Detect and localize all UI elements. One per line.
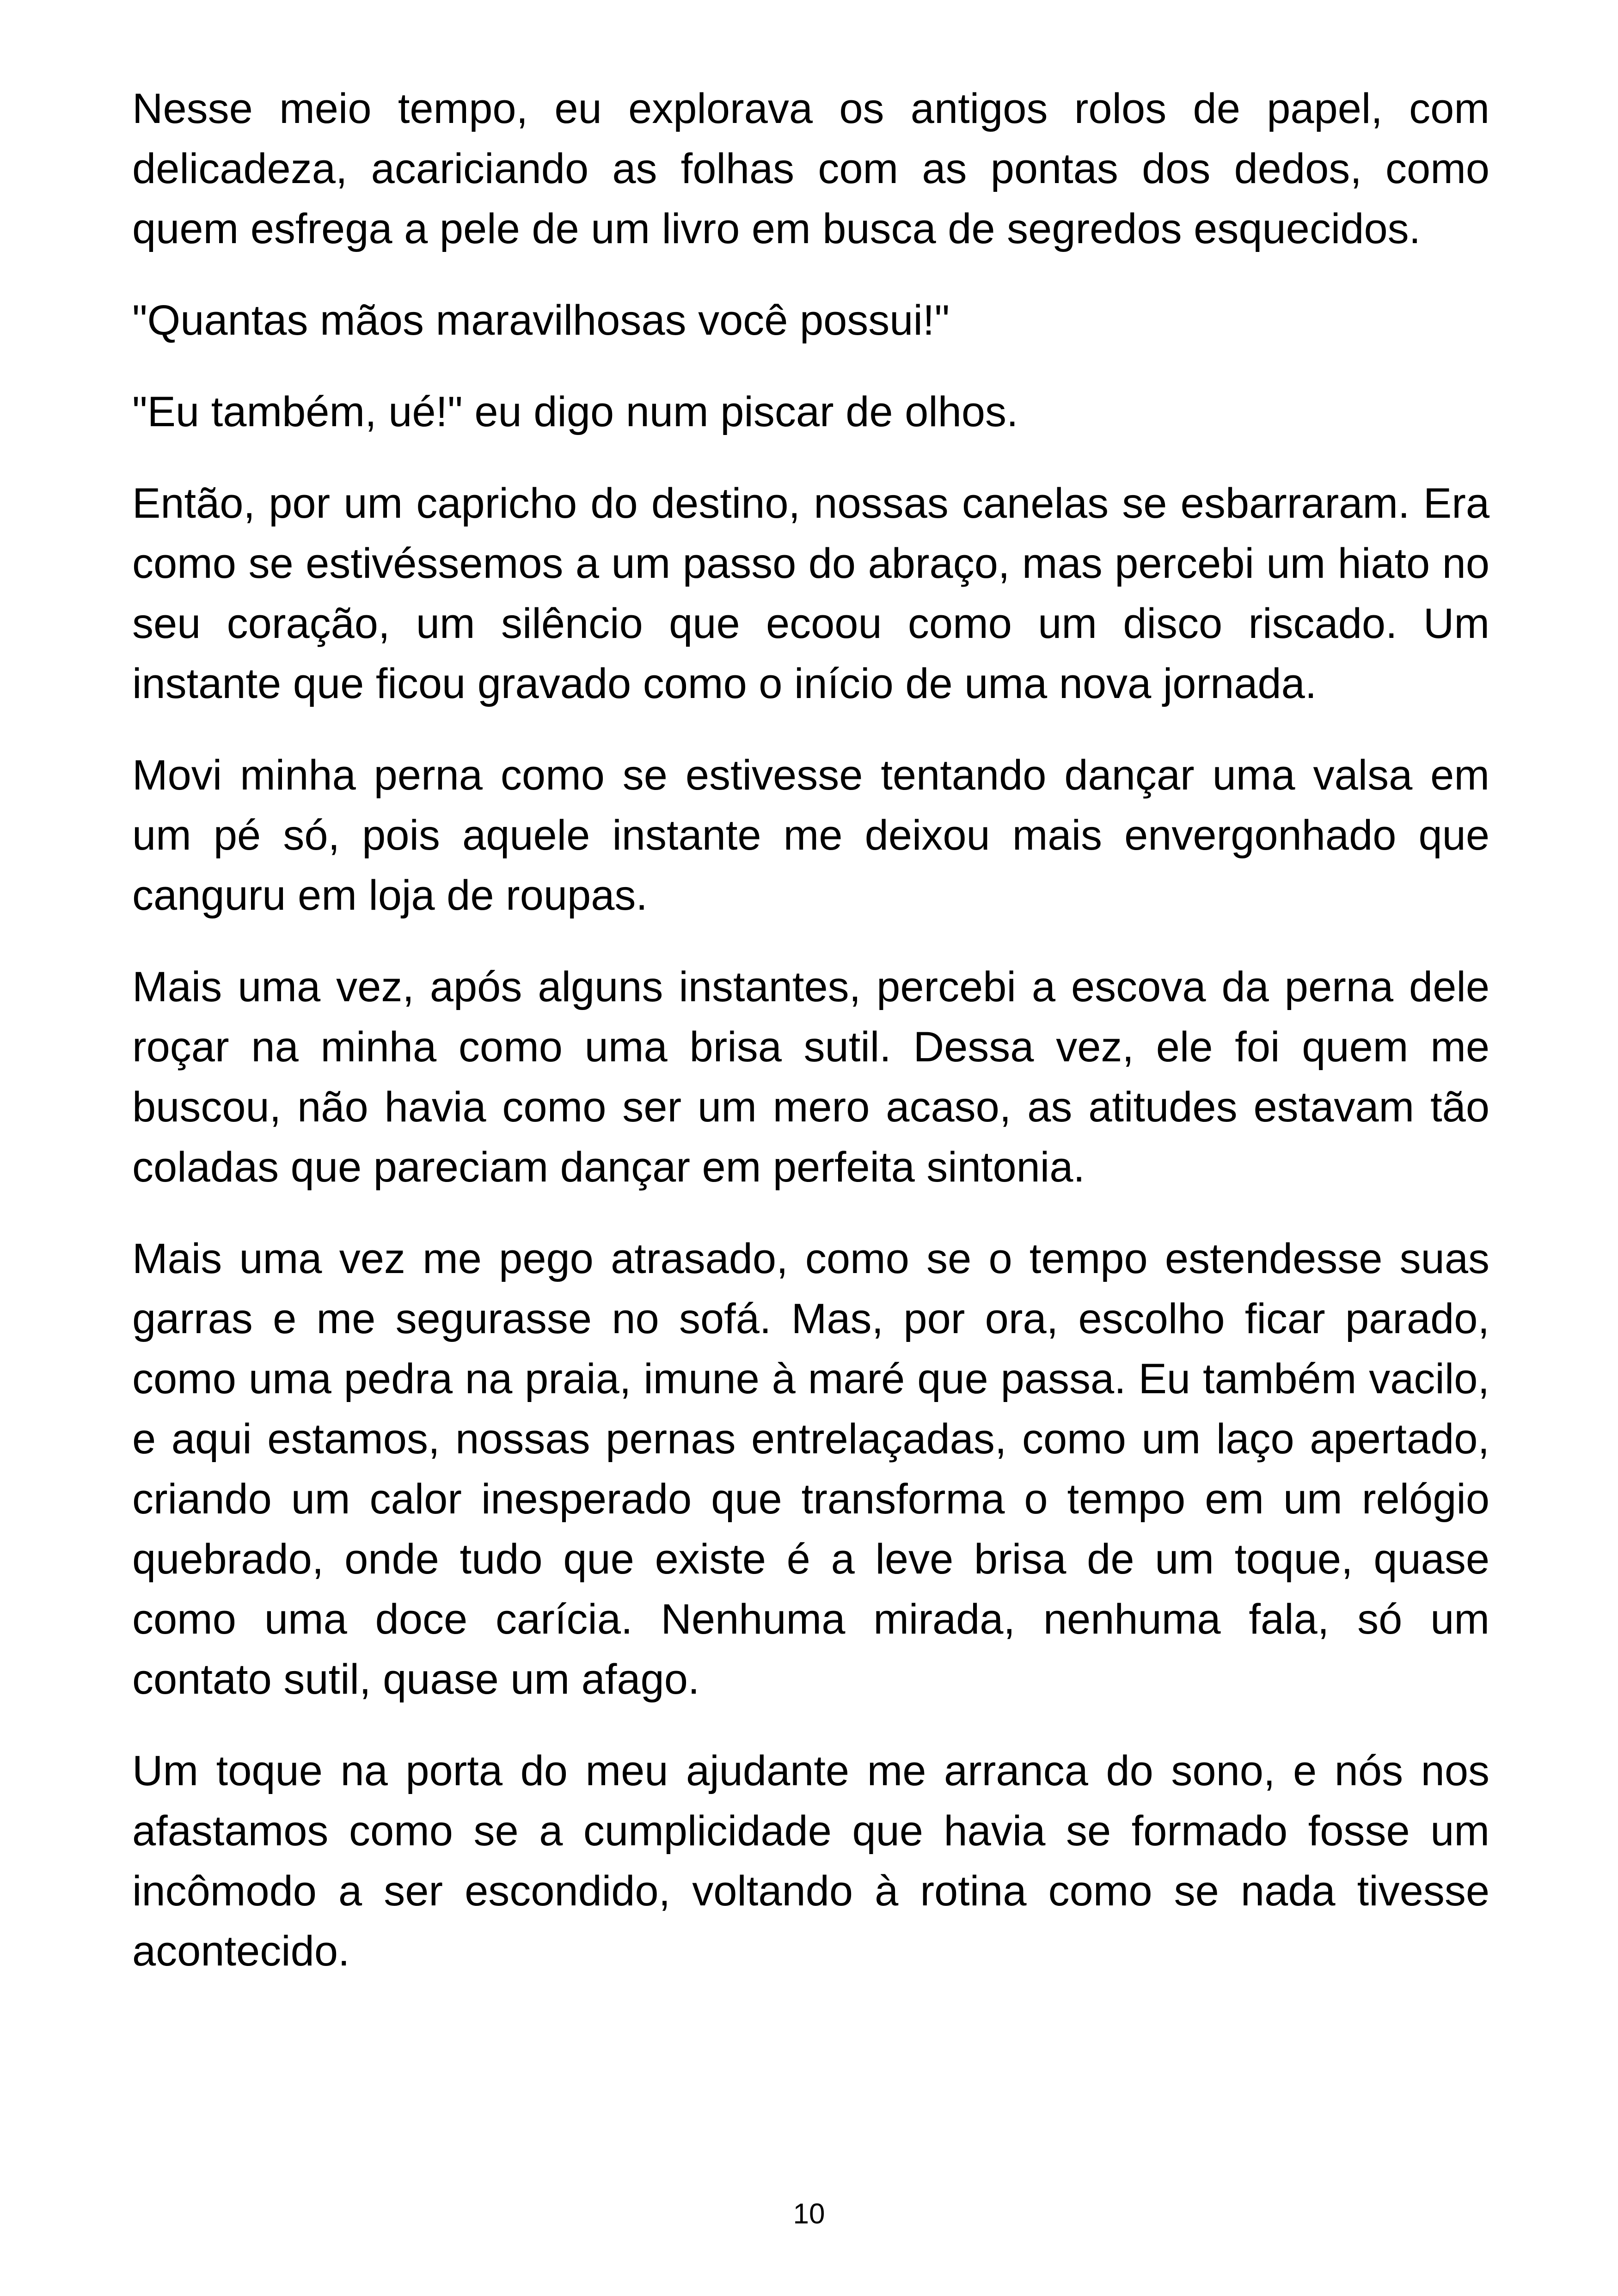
paragraph-1: Nesse meio tempo, eu explorava os antigos rolos de papel, com delicadeza, acariciando as folhas com as pontas dos dedos, como quem esfrega a pele de um livro em busca de segredos esquecidos. (132, 85, 1489, 252)
paragraph-8: Um toque na porta do meu ajudante me arranca do sono, e nós nos afastamos como se a cumplicidade que havia se formado fosse um incômodo a ser escondido, voltando à rotina como se nada tivesse acontecido. (132, 1747, 1489, 1975)
page-number: 10 (793, 2198, 825, 2230)
paragraph-3-dialogue: "Eu também, ué!" eu digo num piscar de olhos. (132, 388, 1018, 435)
page-body (132, 79, 1489, 2013)
paragraph-6: Mais uma vez, após alguns instantes, percebi a escova da perna dele roçar na minha como uma brisa sutil. Dessa vez, ele foi quem me buscou, não havia como ser um mero acaso, as atitudes estavam tão coladas que pareciam dançar em perfeita sintonia. (132, 963, 1489, 1191)
paragraph-5: Movi minha perna como se estivesse tentando dançar uma valsa em um pé só, pois aquele instante me deixou mais envergonhado que canguru em loja de roupas. (132, 752, 1489, 919)
paragraph-4: Então, por um capricho do destino, nossas canelas se esbarraram. Era como se estivéssemos a um passo do abraço, mas percebi um hiato no seu coração, um silêncio que ecoou como um disco riscado. Um instante que ficou gravado como o início de uma nova jornada. (132, 480, 1489, 707)
paragraph-2-dialogue: "Quantas mãos maravilhosas você possui!" (132, 297, 950, 344)
paragraph-7: Mais uma vez me pego atrasado, como se o tempo estendesse suas garras e me segurasse no sofá. Mas, por ora, escolho ficar parado, como uma pedra na praia, imune à maré que passa. Eu também vacilo, e aqui estamos, nossas pernas entrelaçadas, como um laço apertado, criando um calor inesperado que transforma o tempo em um relógio quebrado, onde tudo que existe é a leve brisa de um toque, quase como uma doce carícia. Nenhuma mirada, nenhuma fala, só um contato sutil, quase um afago. (132, 1235, 1489, 1703)
